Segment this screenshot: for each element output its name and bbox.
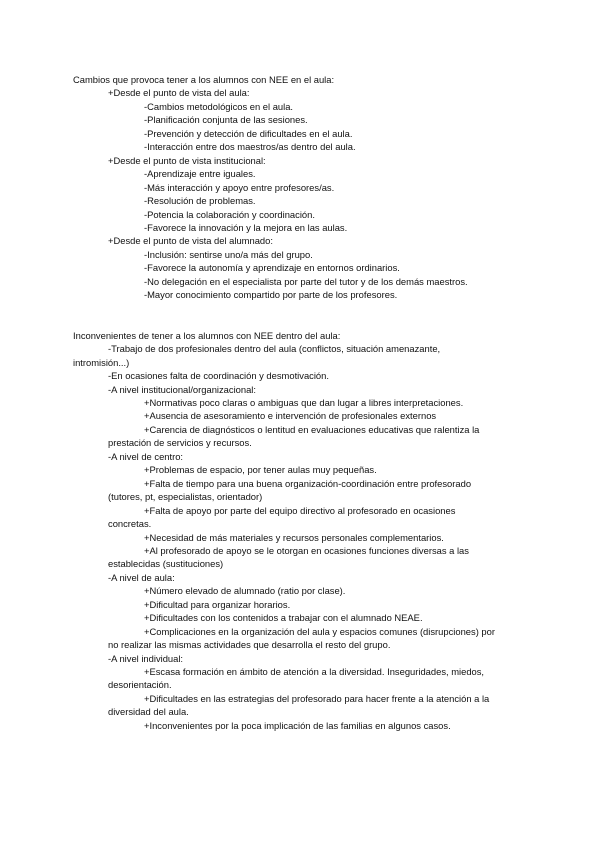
list-item: -Aprendizaje entre iguales. (144, 168, 256, 180)
level-heading-individual: -A nivel individual: (108, 652, 184, 664)
group-heading-aula: +Desde el punto de vista del aula: (108, 87, 250, 99)
list-item: +Escasa formación en ámbito de atención a la diversidad. Inseguridades, miedos, (144, 666, 485, 678)
group-heading-alumnado: +Desde el punto de vista del alumnado: (108, 235, 273, 247)
list-item: +Inconvenientes por la poca implicación de las familias en algunos casos. (144, 719, 451, 731)
list-item-continuation: no realizar las mismas actividades que desarrolla el resto del grupo. (108, 639, 391, 651)
group-heading-institucional: +Desde el punto de vista institucional: (108, 154, 266, 166)
list-item: +Falta de tiempo para una buena organización-coordinación entre profesorado (144, 477, 472, 489)
section-title-cambios: Cambios que provoca tener a los alumnos con NEE en el aula: (73, 74, 335, 85)
list-item: +Necesidad de más materiales y recursos personales complementarios. (144, 531, 444, 543)
section-spacer (0, 302, 600, 329)
intro-item-continuation: intromisión...) (73, 356, 130, 368)
list-item: -Favorece la autonomía y aprendizaje en entornos ordinarios. (144, 262, 400, 274)
list-item-continuation: prestación de servicios y recursos. (108, 437, 252, 449)
list-item: +Número elevado de alumnado (ratio por clase). (144, 585, 346, 597)
level-heading-aula: -A nivel de aula: (108, 571, 175, 583)
list-item-continuation: concretas. (108, 518, 152, 530)
list-item-continuation: establecidas (sustituciones) (108, 558, 224, 570)
section-title-inconvenientes: Inconvenientes de tener a los alumnos con NEE dentro del aula: (73, 329, 341, 341)
level-heading-institucional: -A nivel institucional/organizacional: (108, 383, 256, 395)
list-item: +Dificultades con los contenidos a trabajar con el alumnado NEAE. (144, 612, 423, 624)
level-heading-centro: -A nivel de centro: (108, 450, 184, 462)
list-item: +Complicaciones en la organización del aula y espacios comunes (disrupciones) por (144, 625, 495, 637)
list-item: -Potencia la colaboración y coordinación. (144, 208, 315, 220)
list-item-continuation: (tutores, pt, especialistas, orientador) (108, 491, 263, 503)
list-item: -Más interacción y apoyo entre profesores/as. (144, 181, 335, 193)
list-item: +Carencia de diagnósticos o lentitud en evaluaciones educativas que ralentiza la (144, 423, 480, 435)
list-item: -Cambios metodológicos en el aula. (144, 100, 294, 112)
list-item-continuation: desorientación. (108, 679, 172, 691)
intro-item: -Trabajo de dos profesionales dentro del aula (conflictos, situación amenazante, (108, 343, 441, 355)
list-item: -Planificación conjunta de las sesiones. (144, 114, 308, 126)
list-item-continuation: diversidad del aula. (108, 706, 189, 718)
list-item: +Normativas poco claras o ambiguas que dan lugar a libres interpretaciones. (144, 396, 464, 408)
list-item: -Inclusión: sentirse uno/a más del grupo. (144, 248, 313, 260)
document-body (0, 73, 600, 732)
list-item: +Al profesorado de apoyo se le otorgan en ocasiones funciones diversas a las (144, 544, 469, 556)
list-item: -Interacción entre dos maestros/as dentro del aula. (144, 141, 356, 153)
list-item: -Mayor conocimiento compartido por parte de los profesores. (144, 289, 398, 301)
list-item: -Favorece la innovación y la mejora en las aulas. (144, 221, 348, 233)
list-item: +Problemas de espacio, por tener aulas muy pequeñas. (144, 464, 377, 476)
list-item: +Dificultades en las estrategias del profesorado para hacer frente a la atención a la (144, 692, 490, 704)
list-item: -Resolución de problemas. (144, 195, 256, 207)
list-item: +Ausencia de asesoramiento e intervención de profesionales externos (144, 410, 437, 422)
list-item: +Falta de apoyo por parte del equipo directivo al profesorado en ocasiones (144, 504, 456, 516)
list-item: +Dificultad para organizar horarios. (144, 598, 291, 610)
list-item: -Prevención y detección de dificultades en el aula. (144, 127, 353, 139)
intro-item: -En ocasiones falta de coordinación y desmotivación. (108, 370, 329, 382)
list-item: -No delegación en el especialista por parte del tutor y de los demás maestros. (144, 275, 468, 287)
